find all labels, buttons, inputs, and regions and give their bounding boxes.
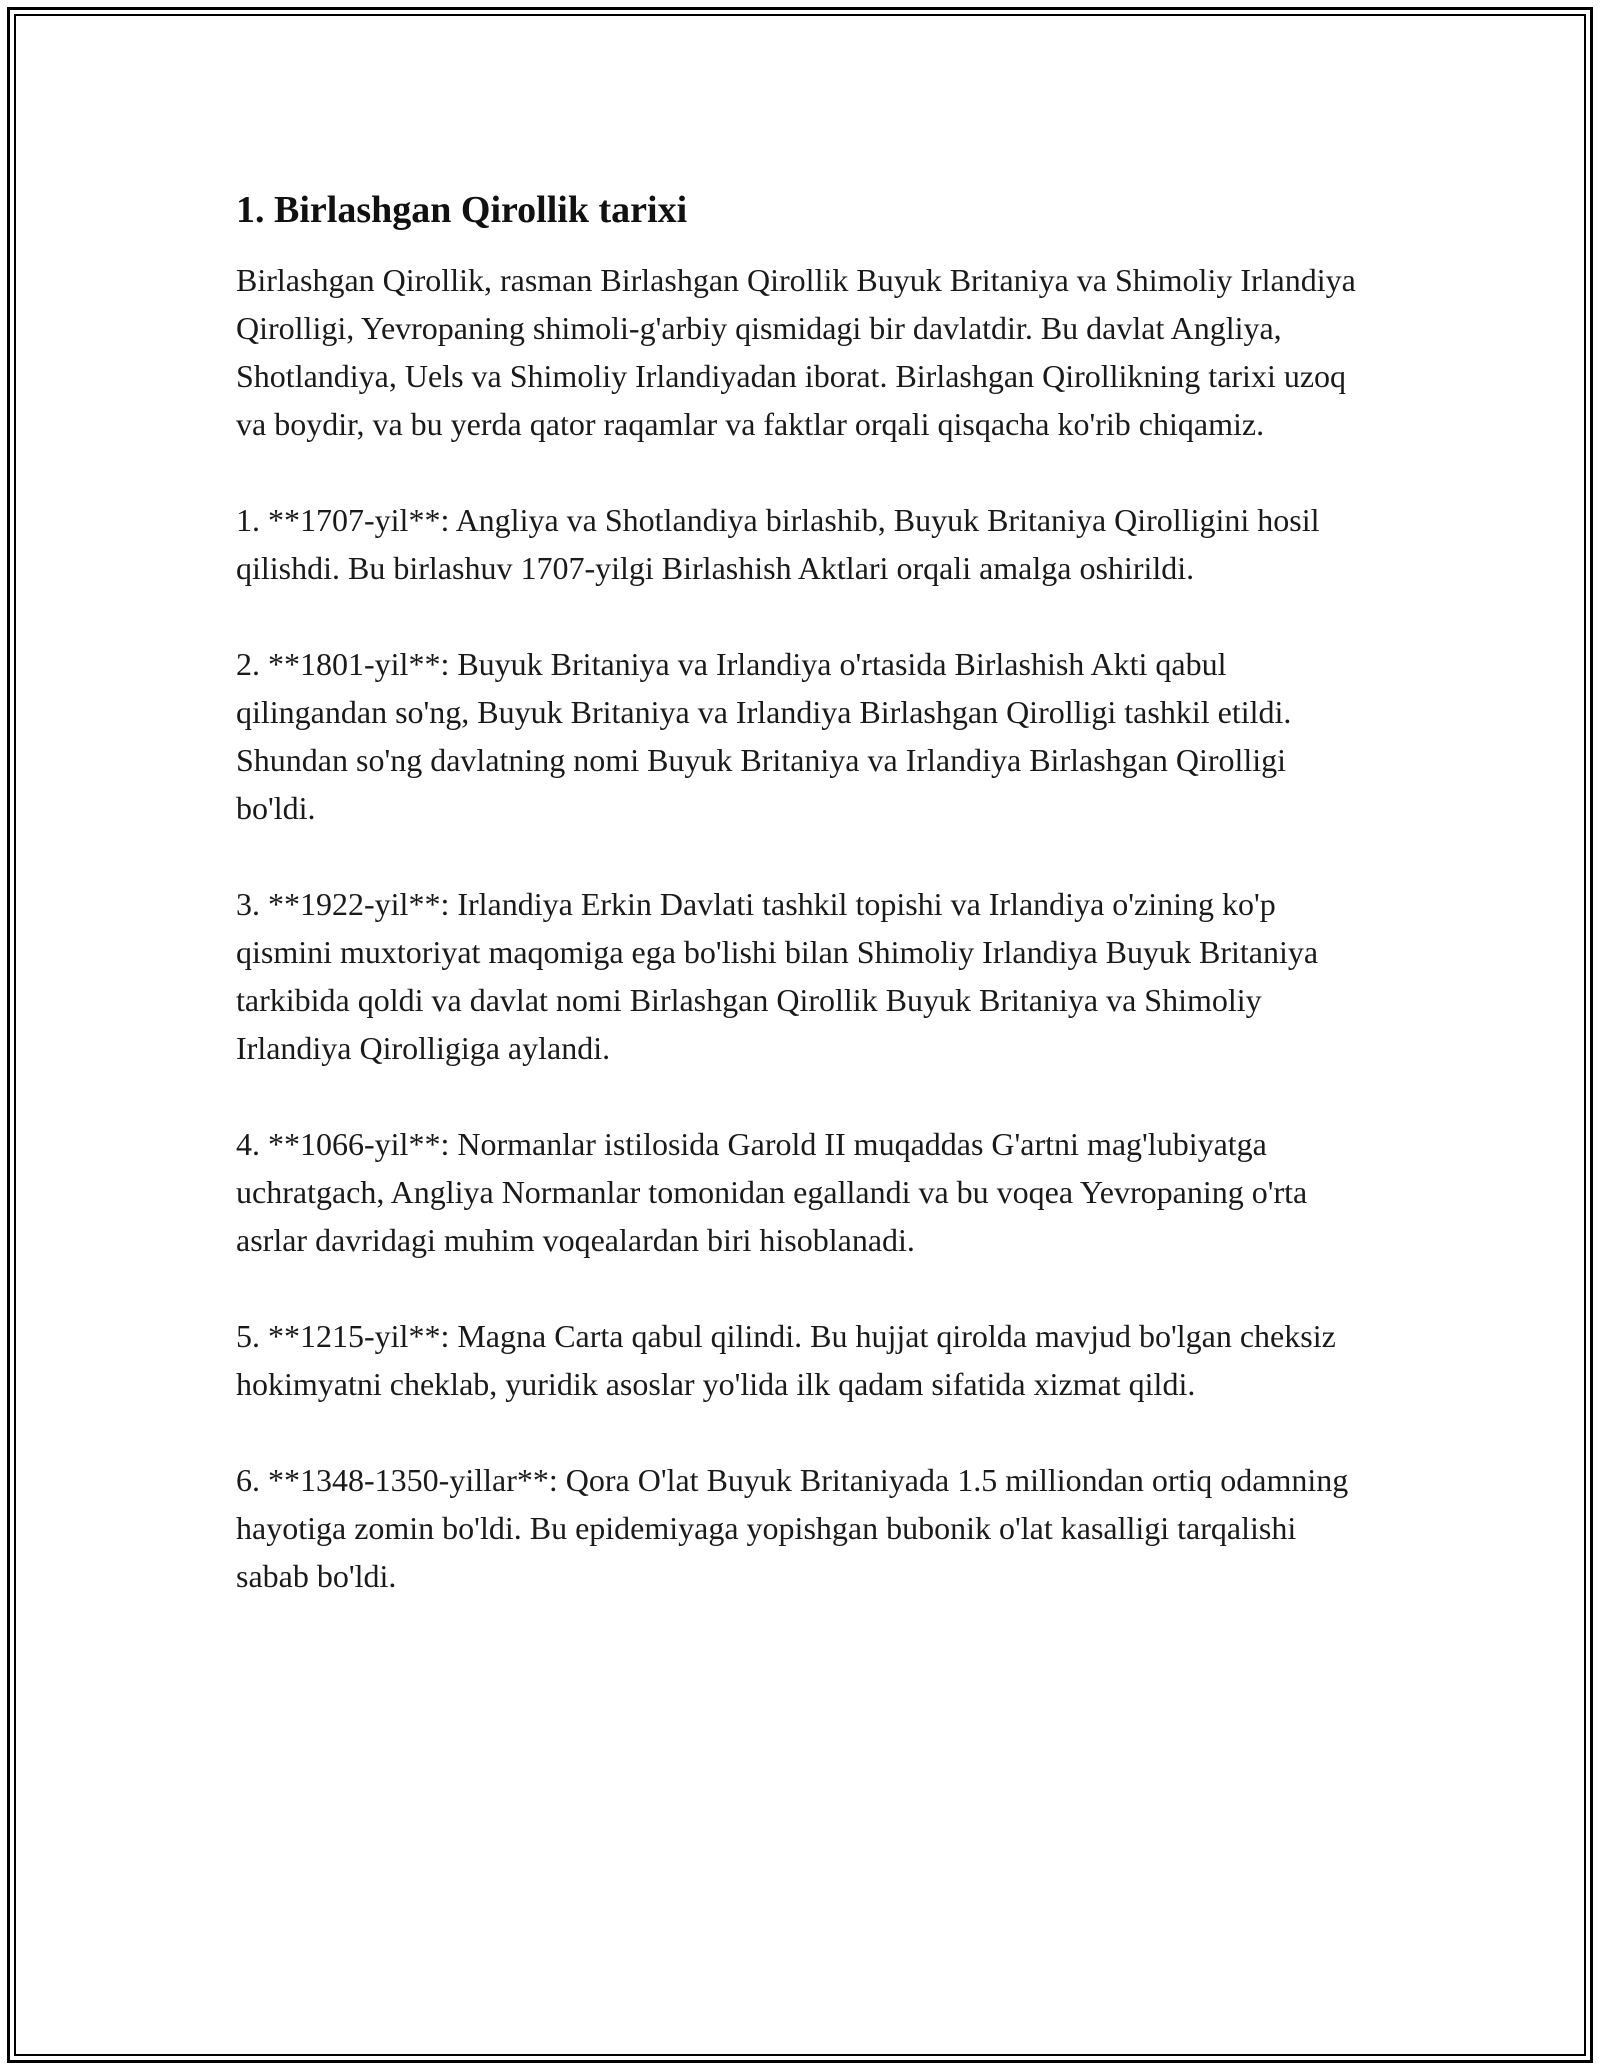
list-item: 3. **1922-yil**: Irlandiya Erkin Davlati tashkil topishi va Irlandiya o'zining ko'p qismini muxtoriyat maqomiga ega bo'lishi bilan Shimoliy Irlandiya Buyuk Britaniya tarkibida qoldi va davlat nomi Birlashgan Qirollik Buyuk Britaniya va Shimoliy Irlandiya Qirolligiga aylandi. (236, 886, 1319, 1066)
list-item: 5. **1215-yil**: Magna Carta qabul qilindi. Bu hujjat qirolda mavjud bo'lgan cheksiz hokimyatni cheklab, yuridik asoslar yo'lida ilk qadam sifatida xizmat qildi. (236, 1318, 1336, 1402)
list-item: 1. **1707-yil**: Angliya va Shotlandiya birlashib, Buyuk Britaniya Qirolligini hosil qilishdi. Bu birlashuv 1707-yilgi Birlashish Aktlari orqali amalga oshirildi. (236, 502, 1320, 586)
list-item: 6. **1348-1350-yillar**: Qora O'lat Buyuk Britaniyada 1.5 milliondan ortiq odamning hayotiga zomin bo'ldi. Bu epidemiyaga yopishgan bubonik o'lat kasalligi tarqalishi sabab bo'ldi. (236, 1462, 1349, 1594)
intro-paragraph: Birlashgan Qirollik, rasman Birlashgan Qirollik Buyuk Britaniya va Shimoliy Irlandiya Qirolligi, Yevropaning shimoli-g'arbiy qismidagi bir davlatdir. Bu davlat Angliya, Shotlandiya, Uels va Shimoliy Irlandiyadan iborat. Birlashgan Qirollikning tarixi uzoq va boydir, va bu yerda qator raqamlar va faktlar orqali qisqacha ko'rib chiqamiz. (236, 262, 1356, 442)
list-item: 2. **1801-yil**: Buyuk Britaniya va Irlandiya o'rtasida Birlashish Akti qabul qilingandan so'ng, Buyuk Britaniya va Irlandiya Birlashgan Qirolligi tashkil etildi. Shundan so'ng davlatning nomi Buyuk Britaniya va Irlandiya Birlashgan Qirolligi bo'ldi. (236, 646, 1292, 826)
page-title: 1. Birlashgan Qirollik tarixi (236, 189, 688, 231)
list-item: 4. **1066-yil**: Normanlar istilosida Garold II muqaddas G'artni mag'lubiyatga uchratgach, Angliya Normanlar tomonidan egallandi va bu voqea Yevropaning o'rta asrlar davridagi muhim voqealardan biri hisoblanadi. (236, 1126, 1308, 1258)
document-body (236, 186, 1366, 1648)
